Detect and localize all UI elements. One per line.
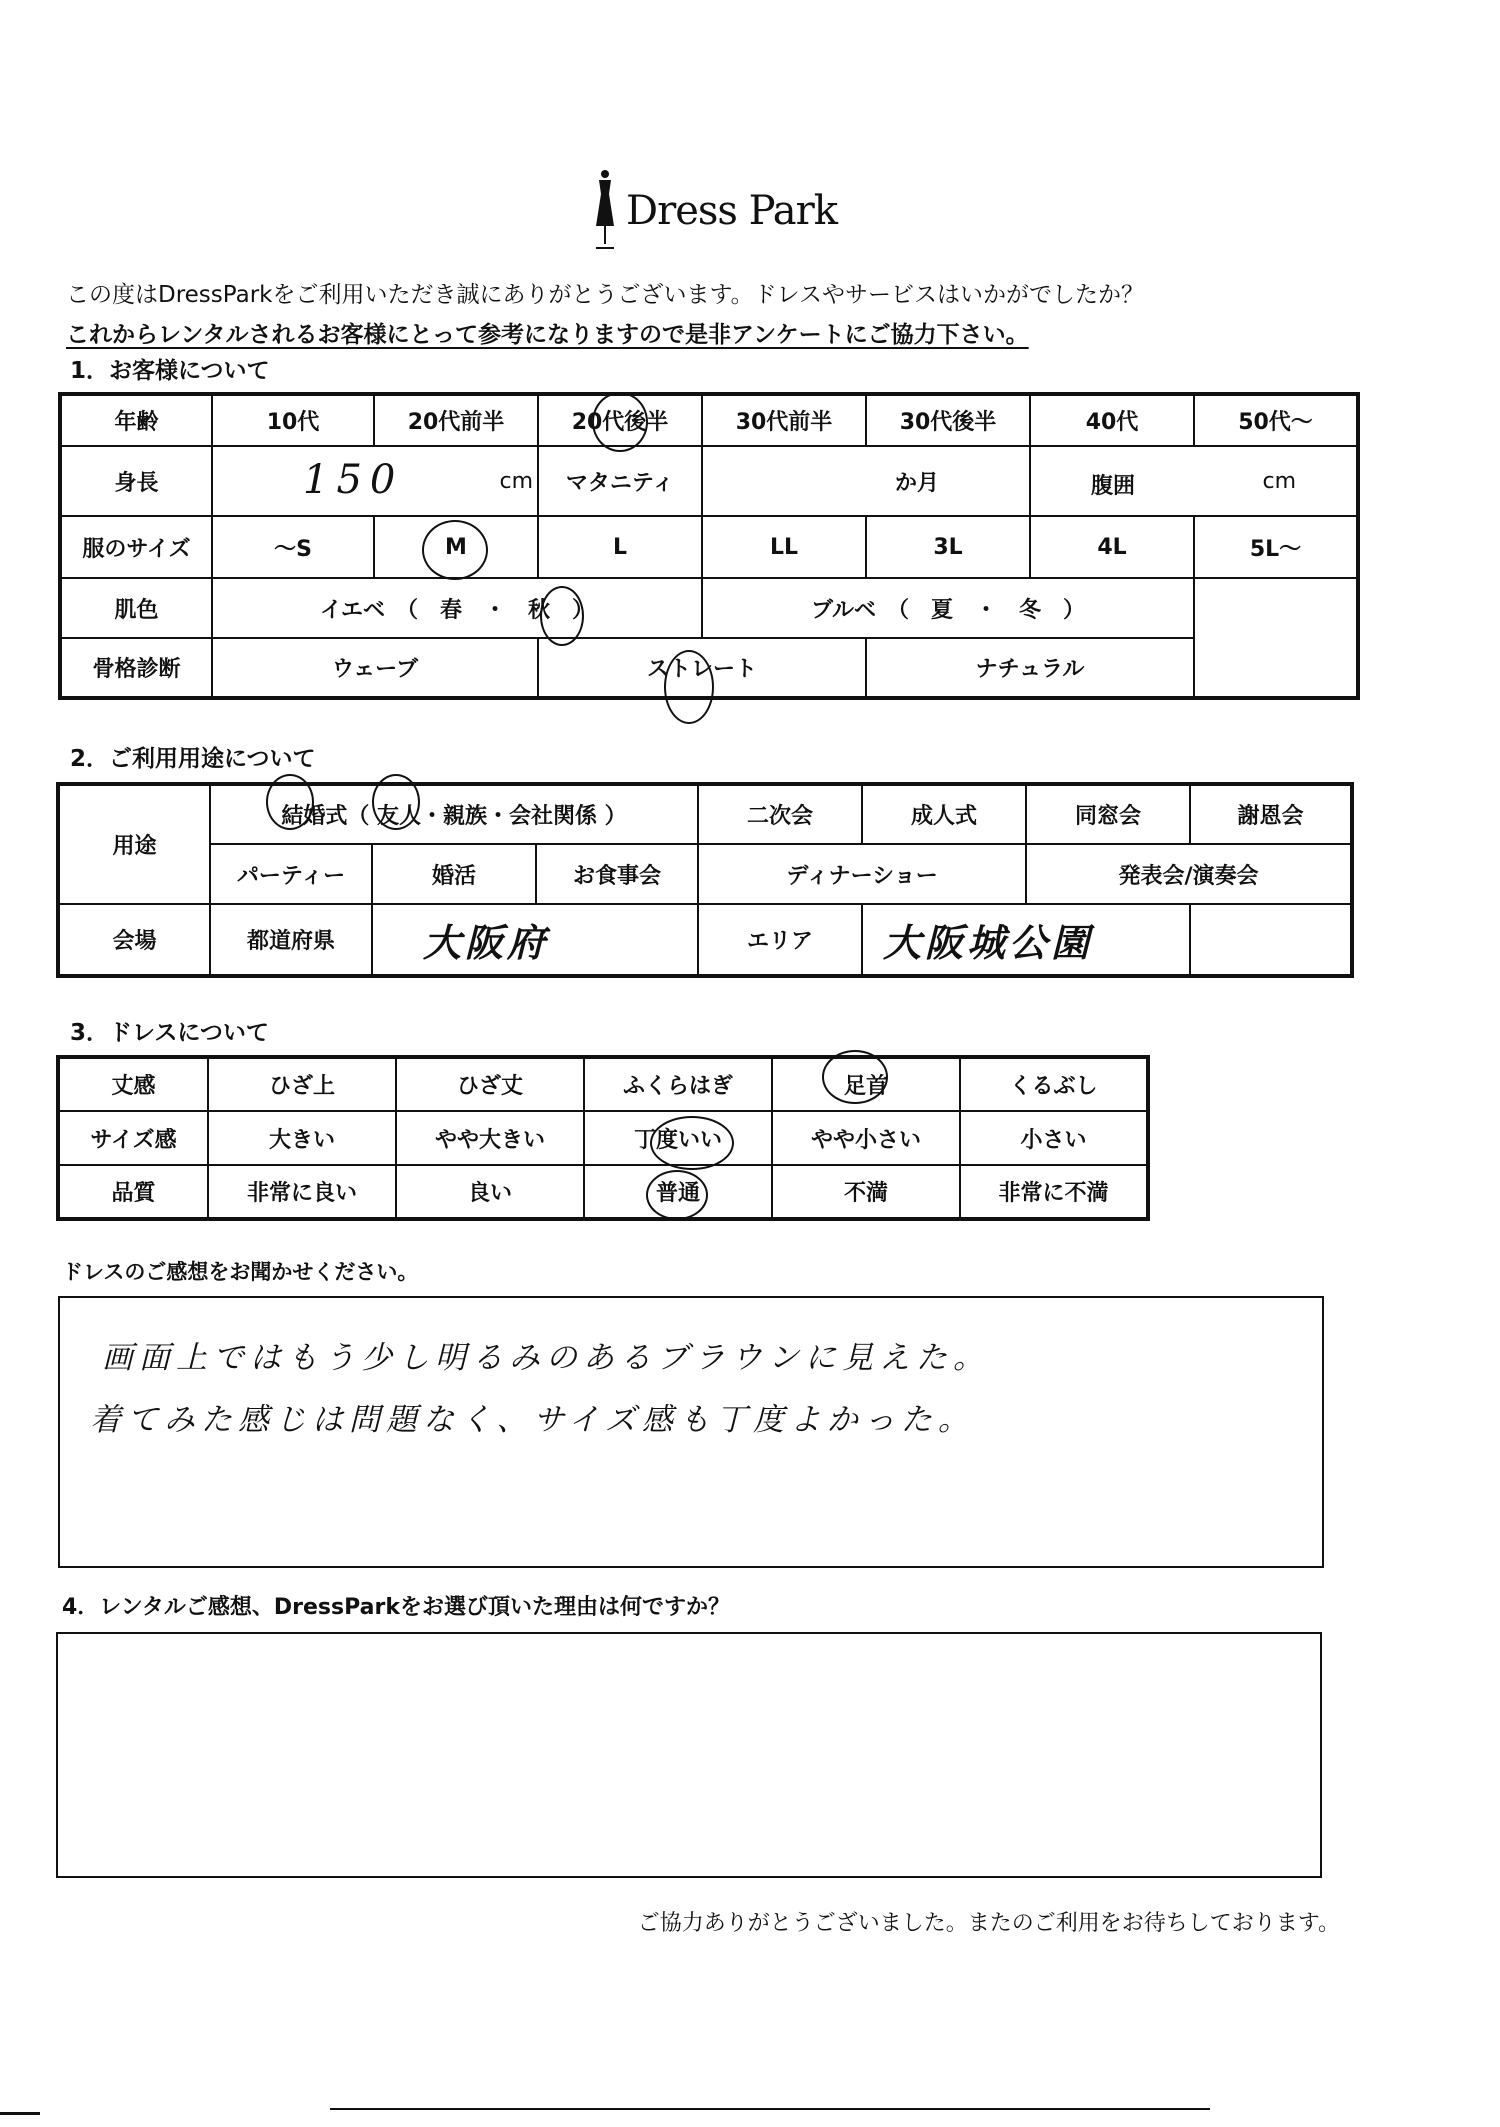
age-option-selected[interactable]: 20代後半 xyxy=(538,394,702,446)
selection-circle xyxy=(646,1170,708,1220)
prefecture-label: 都道府県 xyxy=(210,904,372,976)
quality-option[interactable]: 良い xyxy=(396,1165,584,1219)
length-option[interactable]: ふくらはぎ xyxy=(584,1057,772,1111)
brand-name: Dress Park xyxy=(626,188,837,234)
fit-label: サイズ感 xyxy=(58,1111,208,1165)
size-option-selected[interactable]: M xyxy=(374,516,538,578)
length-option[interactable]: ひざ上 xyxy=(208,1057,396,1111)
frame-option-selected[interactable]: ストレート xyxy=(538,638,866,698)
fit-option-selected[interactable]: 丁度いい xyxy=(584,1111,772,1165)
comment-line: 着てみた感じは問題なく、サイズ感も丁度よかった。 xyxy=(90,1402,975,1438)
height-field[interactable] xyxy=(212,446,538,516)
size-option[interactable]: ～S xyxy=(212,516,374,578)
area-value[interactable]: 大阪城公園 xyxy=(862,904,1190,976)
length-option-selected[interactable]: 足首 xyxy=(772,1057,960,1111)
frame-label: 骨格診断 xyxy=(60,638,212,698)
scan-edge-line xyxy=(0,2112,40,2115)
purpose-option[interactable]: お食事会 xyxy=(536,844,698,904)
selection-circle xyxy=(422,520,488,580)
age-option[interactable]: 30代前半 xyxy=(702,394,866,446)
section-1-title: 1．お客様について xyxy=(70,358,270,384)
purpose-label: 用途 xyxy=(58,784,210,904)
fit-option[interactable]: 小さい xyxy=(960,1111,1148,1165)
venue-label: 会場 xyxy=(58,904,210,976)
length-option[interactable]: ひざ丈 xyxy=(396,1057,584,1111)
age-option[interactable]: 10代 xyxy=(212,394,374,446)
selection-circle xyxy=(822,1050,888,1104)
length-label: 丈感 xyxy=(58,1057,208,1111)
comment-line: 画面上ではもう少し明るみのあるブラウンに見えた。 xyxy=(102,1340,990,1376)
waist-field[interactable] xyxy=(1030,446,1358,516)
height-label: 身長 xyxy=(60,446,212,516)
age-option[interactable]: 30代後半 xyxy=(866,394,1030,446)
intro-line-2: これからレンタルされるお客様にとって参考になりますので是非アンケートにご協力下さい。 xyxy=(66,322,1029,348)
size-label: 服のサイズ xyxy=(60,516,212,578)
selection-circle xyxy=(372,774,420,830)
area-label: エリア xyxy=(698,904,862,976)
section-3-title: 3．ドレスについて xyxy=(70,1020,269,1046)
age-label: 年齢 xyxy=(60,394,212,446)
frame-option[interactable]: ウェーブ xyxy=(212,638,538,698)
fit-option[interactable]: 大きい xyxy=(208,1111,396,1165)
purpose-option[interactable]: 成人式 xyxy=(862,784,1026,844)
selection-circle xyxy=(540,586,584,646)
customer-table xyxy=(58,392,1360,700)
quality-option[interactable]: 非常に不満 xyxy=(960,1165,1148,1219)
length-option[interactable]: くるぶし xyxy=(960,1057,1148,1111)
selection-circle xyxy=(266,774,314,830)
dress-comment-prompt: ドレスのご感想をお聞かせください。 xyxy=(62,1260,419,1284)
height-unit: cm xyxy=(499,469,533,494)
age-option[interactable]: 40代 xyxy=(1030,394,1194,446)
purpose-option[interactable]: 謝恩会 xyxy=(1190,784,1352,844)
skin-label: 肌色 xyxy=(60,578,212,638)
quality-option[interactable]: 非常に良い xyxy=(208,1165,396,1219)
waist-unit: cm xyxy=(1262,469,1296,494)
age-option[interactable]: 20代前半 xyxy=(374,394,538,446)
footer-thanks: ご協力ありがとうございました。またのご利用をお待ちしております。 xyxy=(637,1911,1340,1936)
maternity-label: マタニティ xyxy=(538,446,702,516)
age-option[interactable]: 50代～ xyxy=(1194,394,1358,446)
fit-option[interactable]: やや小さい xyxy=(772,1111,960,1165)
dress-form-icon xyxy=(590,168,620,258)
selection-circle xyxy=(664,650,714,724)
quality-label: 品質 xyxy=(58,1165,208,1219)
purpose-option[interactable]: 婚活 xyxy=(372,844,536,904)
rental-reason-box[interactable] xyxy=(56,1632,1322,1878)
purpose-option[interactable]: 発表会/演奏会 xyxy=(1026,844,1352,904)
intro-line-1: この度はDressParkをご利用いただき誠にありがとうございます。ドレスやサービスはいかがでしたか？ xyxy=(66,282,1144,308)
height-value: 150 xyxy=(303,457,404,503)
size-option[interactable]: 3L xyxy=(866,516,1030,578)
size-option[interactable]: 4L xyxy=(1030,516,1194,578)
selection-circle xyxy=(650,1116,734,1170)
skin-blue-option[interactable]: ブルベ （ 夏 ・ 冬 ） xyxy=(702,578,1194,638)
purpose-option[interactable]: パーティー xyxy=(210,844,372,904)
size-option[interactable]: LL xyxy=(702,516,866,578)
purpose-option[interactable]: 同窓会 xyxy=(1026,784,1190,844)
waist-label: 腹囲 xyxy=(1091,474,1136,499)
frame-option[interactable]: ナチュラル xyxy=(866,638,1194,698)
section-2-title: 2．ご利用用途について xyxy=(70,746,316,772)
quality-option-selected[interactable]: 普通 xyxy=(584,1165,772,1219)
quality-option[interactable]: 不満 xyxy=(772,1165,960,1219)
purpose-option[interactable]: ディナーショー xyxy=(698,844,1026,904)
dress-table xyxy=(56,1055,1150,1221)
prefecture-value[interactable]: 大阪府 xyxy=(372,904,698,976)
size-option[interactable]: L xyxy=(538,516,702,578)
size-option[interactable]: 5L～ xyxy=(1194,516,1358,578)
section-4-title: 4．レンタルご感想、DressParkをお選び頂いた理由は何ですか？ xyxy=(62,1595,730,1620)
purpose-option-selected[interactable]: 結婚式（ 友人・親族・会社関係 ） xyxy=(210,784,698,844)
maternity-months[interactable]: か月 xyxy=(702,446,1030,516)
fit-option[interactable]: やや大きい xyxy=(396,1111,584,1165)
selection-circle xyxy=(592,392,648,452)
dresspark-logo xyxy=(590,168,850,258)
purpose-table xyxy=(56,782,1354,978)
scan-edge-line xyxy=(330,2108,1210,2110)
skin-yellow-option[interactable]: イエベ （ 春 ・ 秋 ） xyxy=(212,578,702,638)
dress-comment-box[interactable] xyxy=(58,1296,1324,1568)
purpose-option[interactable]: 二次会 xyxy=(698,784,862,844)
